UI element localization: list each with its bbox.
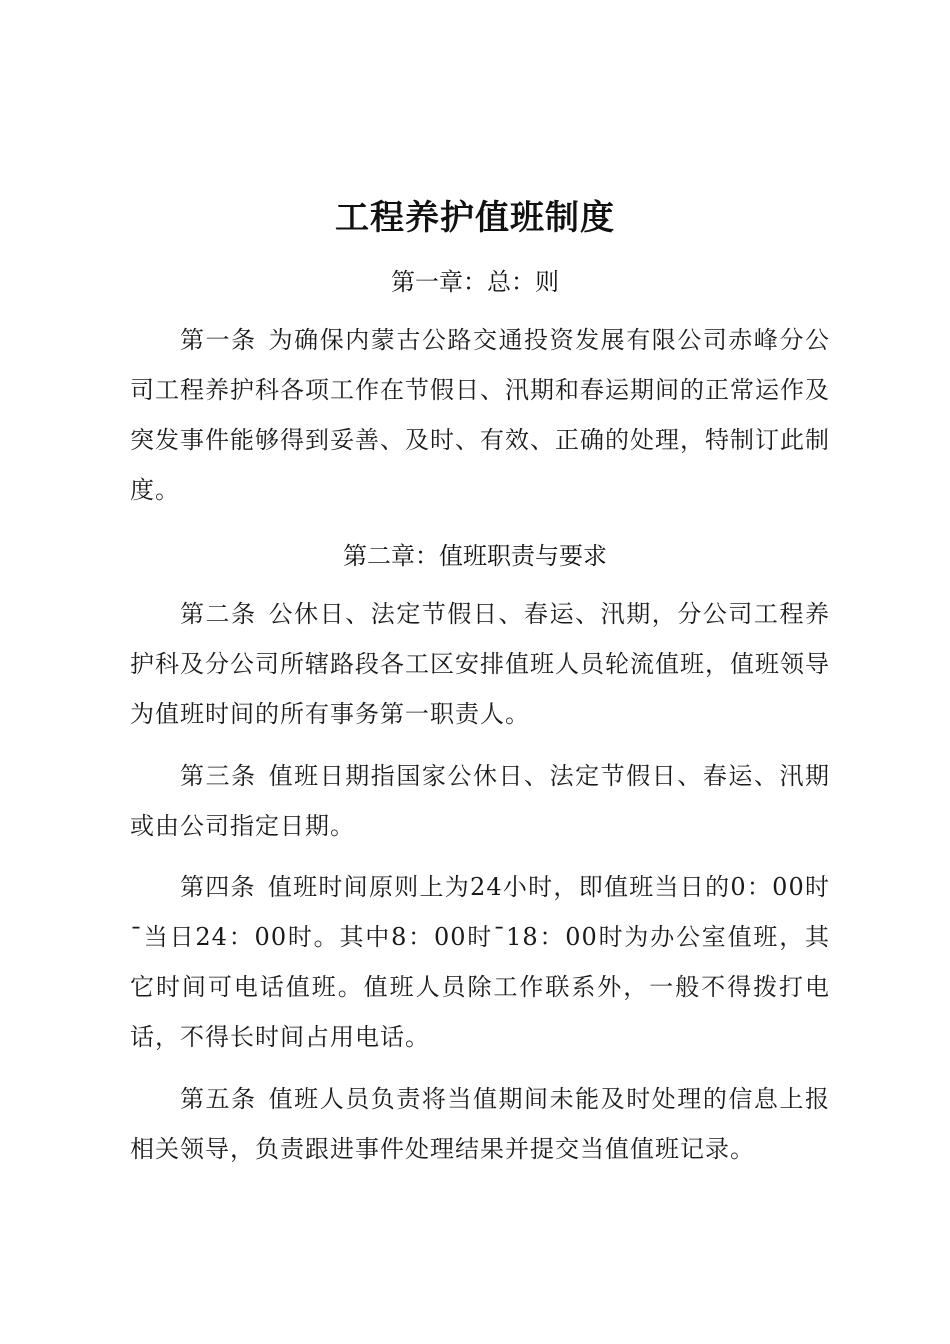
article-text: 值班时间原则上为24小时，即值班当日的0：00时¯当日24：00时。其中8：00时¯18：00时为办公室值班，其它时间可电话值班。值班人员除工作联系外，一般不得拨打电话，不得长时间占用电话。 — [130, 873, 831, 1051]
article-text: 为确保内蒙古公路交通投资发展有限公司赤峰分公司工程养护科各项工作在节假日、汛期和春运期间的正常运作及突发事件能够得到妥善、及时、有效、正确的处理，特制订此制度。 — [130, 326, 830, 504]
article-3 — [130, 751, 830, 851]
article-5 — [130, 1074, 830, 1174]
chapter-heading-1: 第一章：总：则 — [391, 268, 559, 296]
chapter-heading-2: 第二章：值班职责与要求 — [343, 542, 607, 570]
article-label: 第二条 — [180, 600, 257, 628]
article-text: 公休日、法定节假日、春运、汛期，分公司工程养护科及分公司所辖路段各工区安排值班人员轮流值班，值班领导为值班时间的所有事务第一职责人。 — [130, 600, 830, 728]
article-text: 值班人员负责将当值期间未能及时处理的信息上报相关领导，负责跟进事件处理结果并提交当值值班记录。 — [130, 1085, 830, 1163]
article-text: 值班日期指国家公休日、法定节假日、春运、汛期或由公司指定日期。 — [130, 762, 830, 840]
article-label: 第三条 — [180, 762, 257, 790]
article-1 — [130, 315, 830, 515]
article-label: 第四条 — [180, 873, 256, 901]
article-label: 第五条 — [180, 1085, 257, 1113]
article-4 — [130, 862, 830, 1062]
document-title: 工程养护值班制度 — [335, 198, 615, 238]
article-label: 第一条 — [180, 326, 257, 354]
article-2 — [130, 589, 830, 739]
